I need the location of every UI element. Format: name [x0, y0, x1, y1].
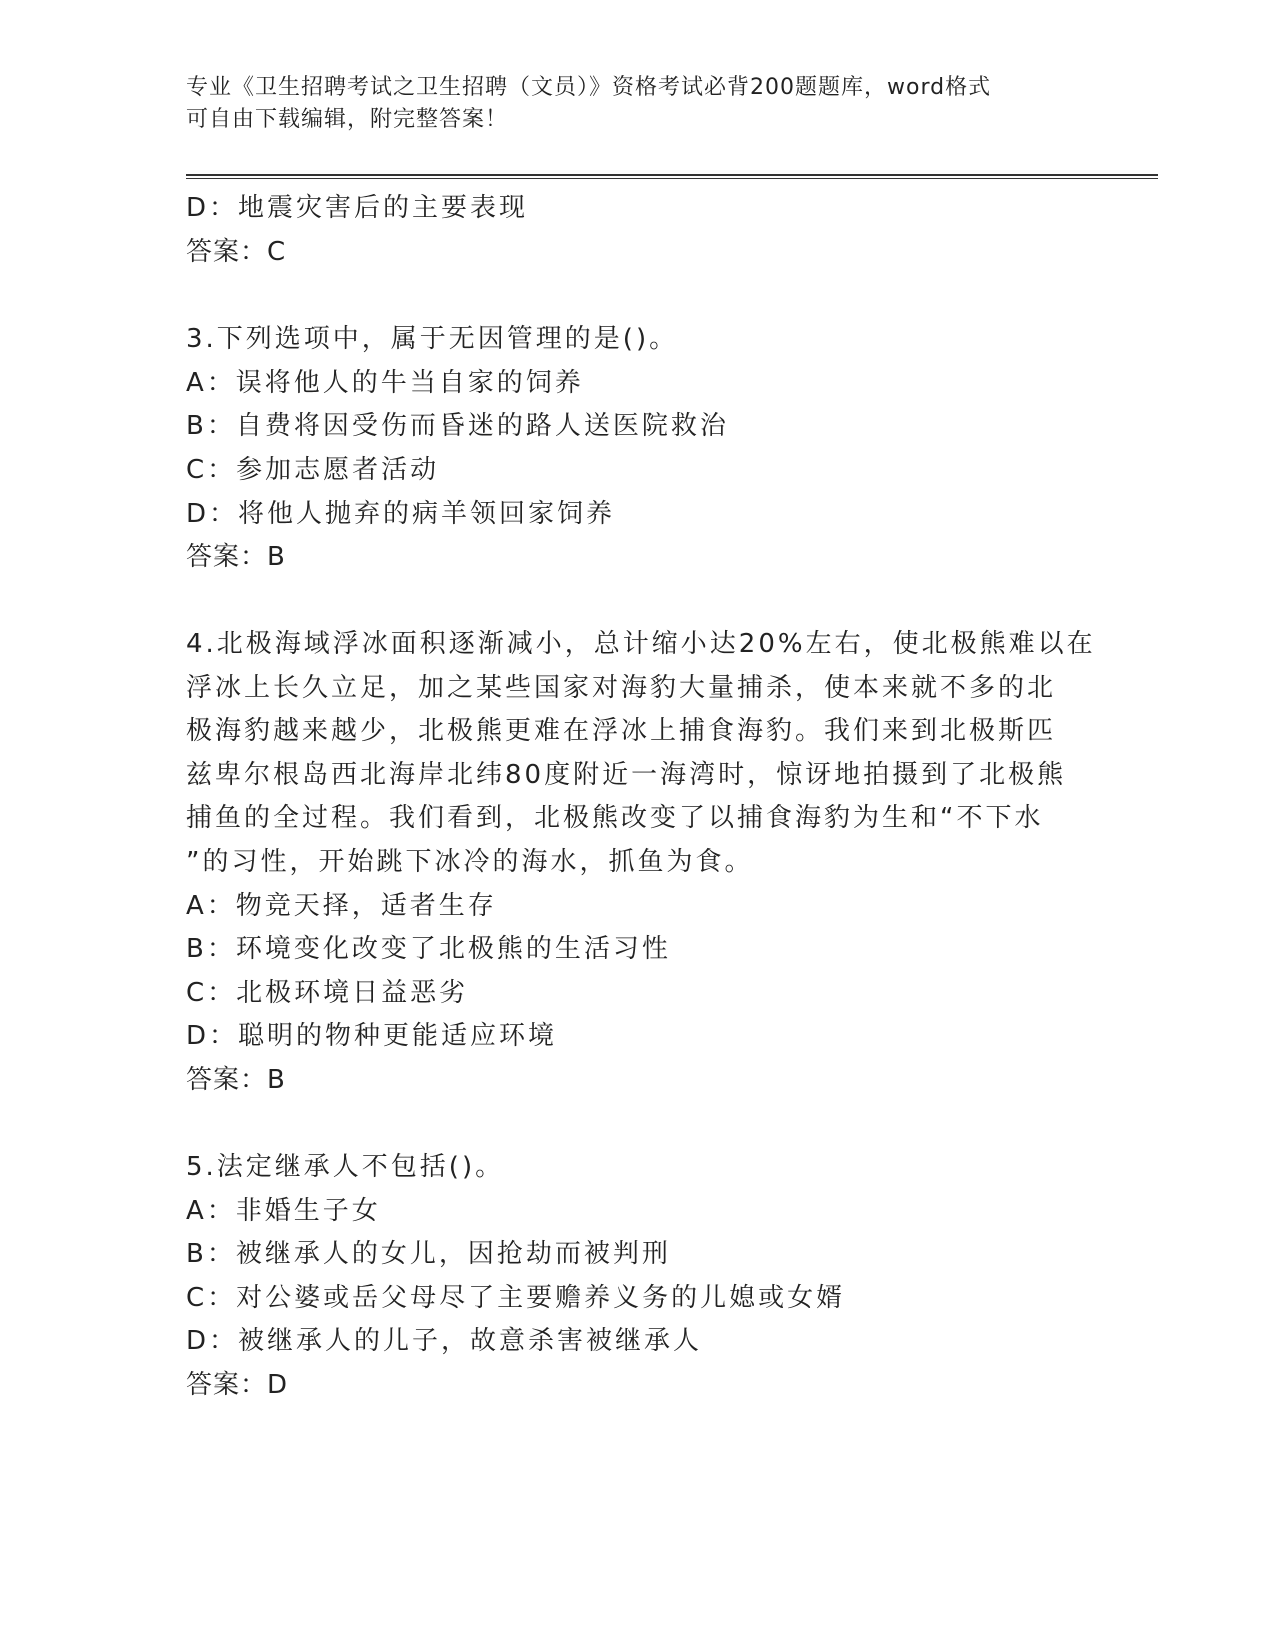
q4-stem-line-1: 4.北极海域浮冰面积逐渐减小，总计缩小达20%左右，使北极熊难以在	[186, 629, 1096, 659]
q3-option-b: B：自费将因受伤而昏迷的路人送医院救治	[186, 411, 729, 441]
q4-answer: 答案：B	[186, 1065, 286, 1095]
q4-stem-line-5: 捕鱼的全过程。我们看到，北极熊改变了以捕食海豹为生和“不下水	[186, 803, 1044, 833]
header-line-2: 可自由下载编辑，附完整答案！	[186, 107, 509, 132]
q4-option-b: B：环境变化改变了北极熊的生活习性	[186, 934, 671, 964]
q5-option-b: B：被继承人的女儿，因抢劫而被判刑	[186, 1239, 671, 1269]
q2-answer: 答案：C	[186, 237, 287, 267]
q5-option-d: D：被继承人的儿子，故意杀害被继承人	[186, 1326, 703, 1356]
header-divider	[186, 174, 1158, 179]
q5-option-c: C：对公婆或岳父母尽了主要赡养义务的儿媳或女婿	[186, 1283, 846, 1313]
q5-answer: 答案：D	[186, 1370, 289, 1400]
q4-stem-line-6: ”的习性，开始跳下冰冷的海水，抓鱼为食。	[186, 847, 754, 877]
q4-stem-line-2: 浮冰上长久立足，加之某些国家对海豹大量捕杀，使本来就不多的北	[186, 673, 1057, 703]
q4-option-d: D：聪明的物种更能适应环境	[186, 1021, 558, 1051]
q3-stem: 3.下列选项中，属于无因管理的是()。	[186, 324, 679, 354]
document-header	[186, 72, 1086, 136]
q4-option-a: A：物竞天择，适者生存	[186, 891, 497, 921]
q3-option-a: A：误将他人的牛当自家的饲养	[186, 368, 584, 398]
q4-option-c: C：北极环境日益恶劣	[186, 978, 469, 1008]
q4-stem-line-4: 兹卑尔根岛西北海岸北纬80度附近一海湾时，惊讶地拍摄到了北极熊	[186, 760, 1067, 790]
q5-stem: 5.法定继承人不包括()。	[186, 1152, 505, 1182]
q2-option-d: D：地震灾害后的主要表现	[186, 193, 529, 223]
q4-stem-line-3: 极海豹越来越少，北极熊更难在浮冰上捕食海豹。我们来到北极斯匹	[186, 716, 1057, 746]
q3-answer: 答案：B	[186, 542, 286, 572]
header-line-1: 专业《卫生招聘考试之卫生招聘（文员）》资格考试必背200题题库，word格式	[186, 75, 992, 100]
q3-option-c: C：参加志愿者活动	[186, 455, 440, 485]
q3-option-d: D：将他人抛弃的病羊领回家饲养	[186, 499, 616, 529]
q5-option-a: A：非婚生子女	[186, 1196, 381, 1226]
